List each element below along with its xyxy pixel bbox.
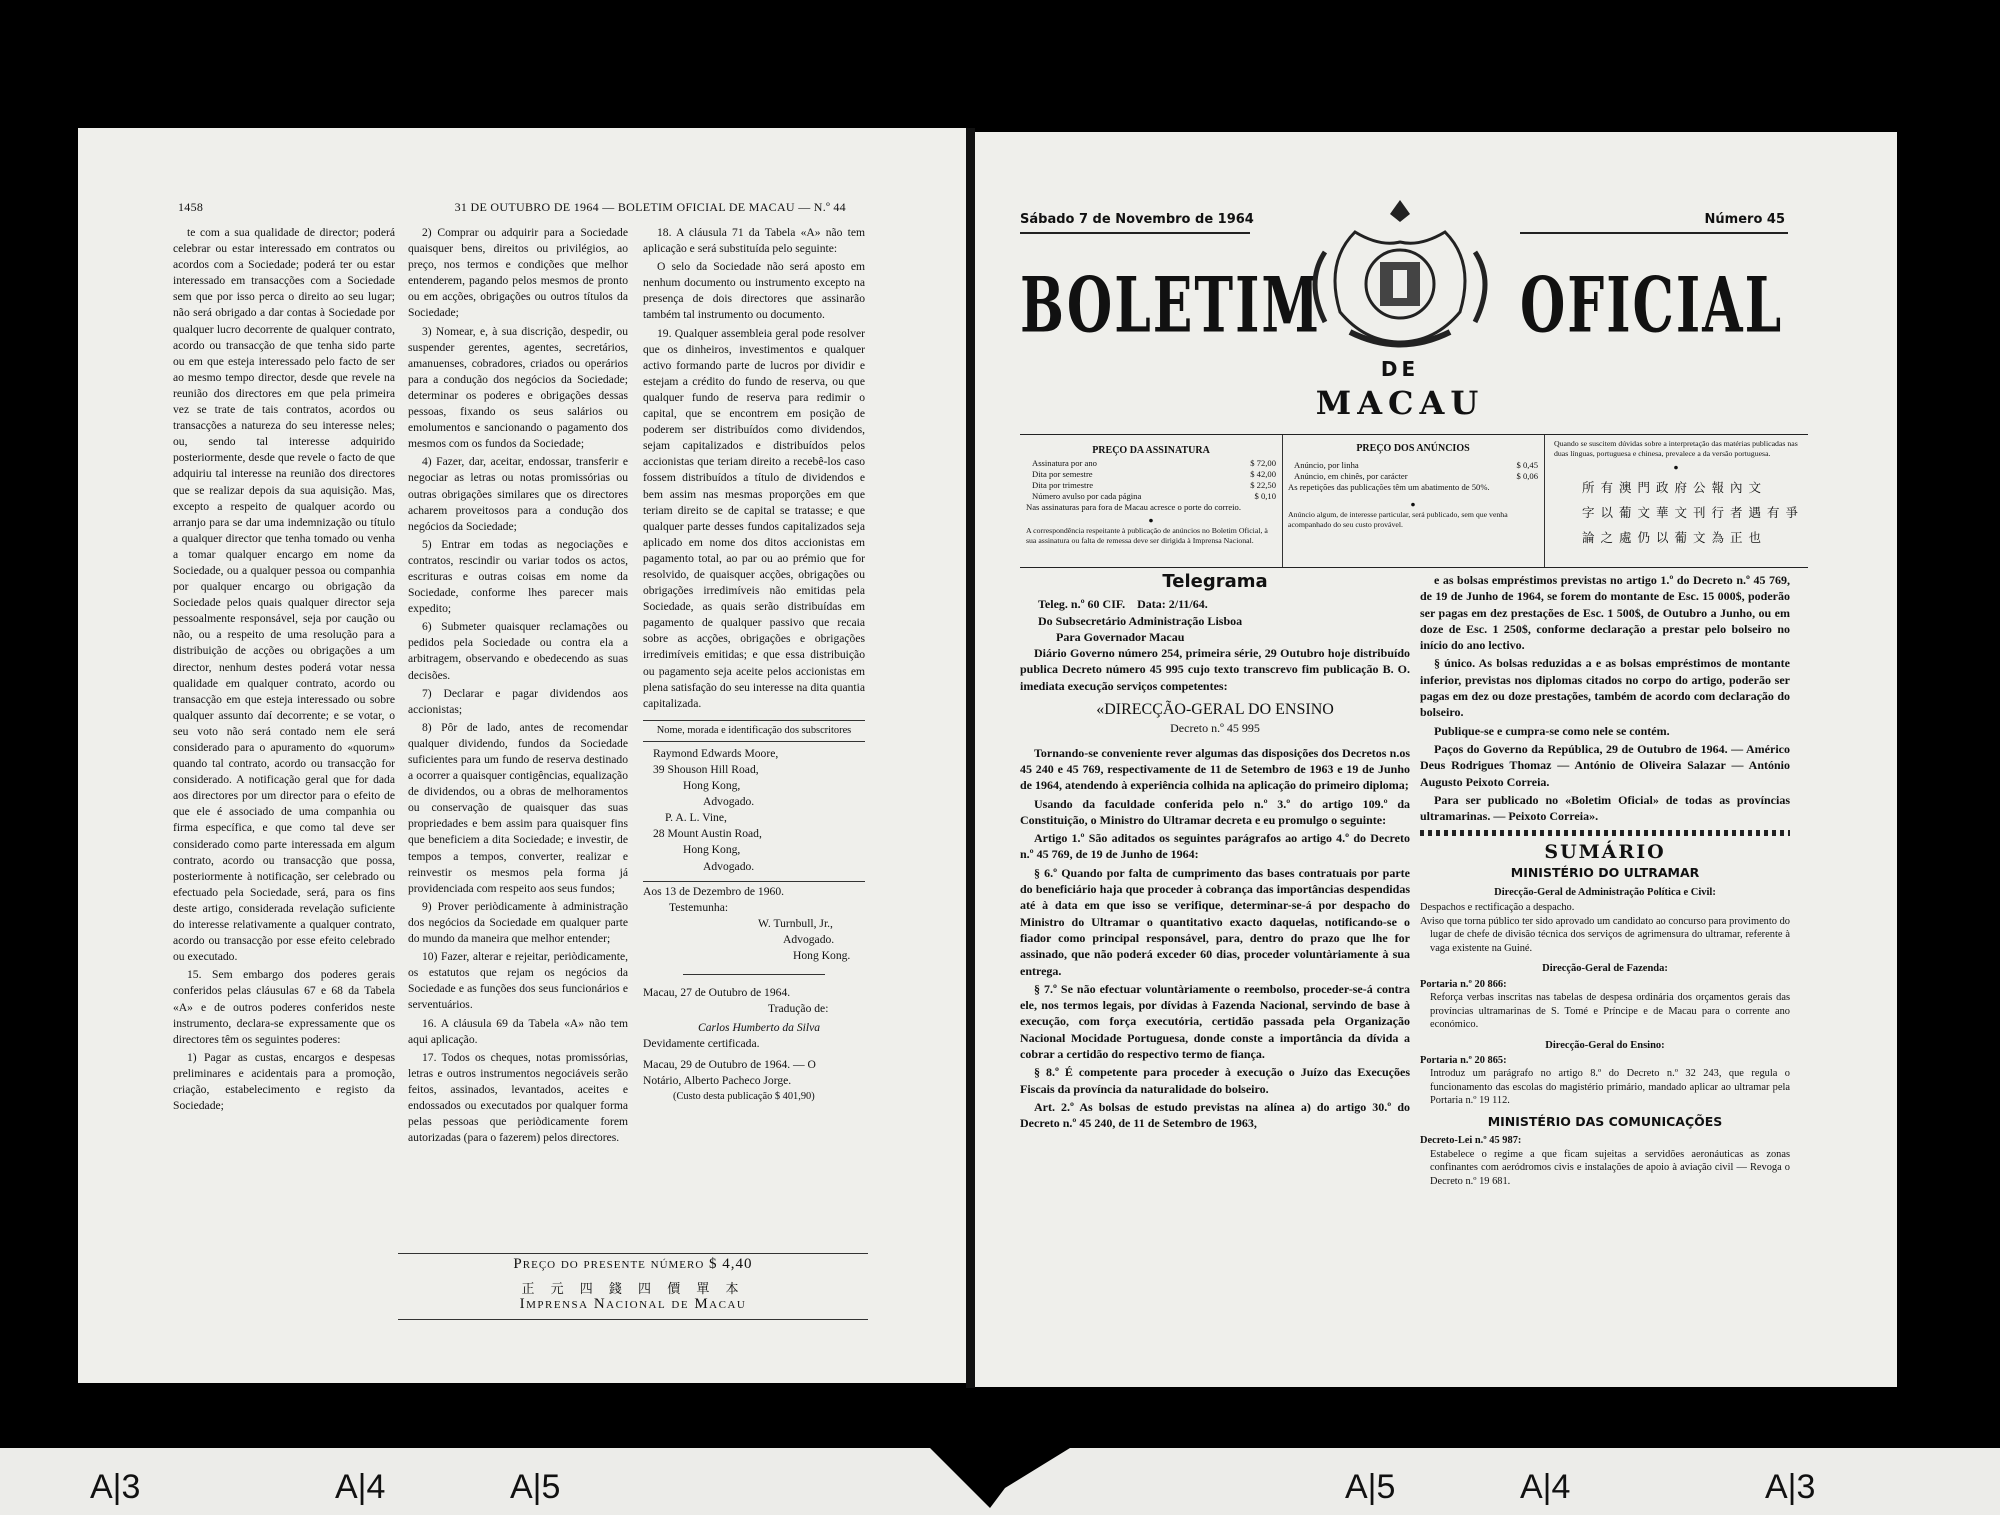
decree-paragraph: Paços do Governo da República, 29 de Outubro de 1964. — Américo Deus Rodrigues Thomaz — António de Oliveira Salazar — António Augusto Peixoto Correia. — [1420, 741, 1790, 789]
paragraph: 18. A cláusula 71 da Tabela «A» não tem aplicação e será substituída pelo seguinte: — [643, 226, 865, 256]
price-line: Preço do presente número $ 4,40 — [513, 1256, 753, 1272]
subscription-header: PREÇO DA ASSINATURA — [1092, 445, 1210, 456]
sumario-dir-3: Direcção-Geral do Ensino: — [1545, 1039, 1665, 1051]
sumario-text: Reforça verbas inscritas nas tabelas de despesa ordinária dos orçamentos gerais das províncias ultramarinas de S. Tomé e Príncipe e de Macau para o corrente ano económico. — [1430, 992, 1790, 1031]
price-value: $ 22,50 — [1250, 480, 1276, 490]
paragraph: 2) Comprar ou adquirir para a Sociedade quaisquer bens, direitos ou privilégios, ao preço, nos termos e condições que melhor entenderem, pagando pelos mesmos de pronto ou em acções, obrigações ou outros títulos da Sociedade; — [408, 226, 628, 320]
chinese-line: 字以葡文華文刊行者遇有爭 — [1582, 505, 1805, 520]
paragraph: 6) Submeter quaisquer reclamações ou pedidos pela Sociedade ou contra ela a arbitragem, observando e obedecendo as suas decisões. — [408, 620, 628, 682]
paragraph: 8) Pôr de lado, antes de recomendar qualquer dividendo, fundos da Sociedade suficientes para um fundo de reserva destinado a ocorrer a quaisquer contigências, equalização de dividendos, ou a obras de melhoramentos ou conservação de quaisquer das suas propriedades e bem assim para quaisquer fins que beneficiem a dita Sociedade; e investir, de tempos a tempos, converter, realizar e reinvestir os mesmos pela forma já providenciada com respeito aos seus fundos; — [408, 720, 628, 895]
subscriber-line: Raymond Edwards Moore, — [653, 746, 779, 760]
sumario-text: Estabelece o regime a que ficam sujeitas a servidões aeronáuticas as zonas confinantes com aeródromos civis e instalações de apoio à aviação civil — Revoga o Decreto n.º 19 681. — [1430, 1148, 1790, 1187]
masthead-oficial: OFICIAL — [1520, 262, 1784, 351]
paragraph: 9) Prover periòdicamente à administração dos negócios da Sociedade em qualquer parte do mundo da maneira que melhor entender; — [408, 899, 628, 946]
frame-label: A|5 — [1345, 1468, 1396, 1506]
subscription-note: Nas assinaturas para fora de Macau acresce o porte do correio. — [1026, 502, 1241, 512]
chinese-line: 論之處仍以葡文為正也 — [1582, 530, 1768, 545]
subscription-row — [1032, 458, 1276, 469]
paragraph: 16. A cláusula 69 da Tabela «A» não tem aqui aplicação. — [408, 1016, 628, 1046]
masthead-macau: MACAU — [1315, 384, 1485, 422]
subscribers-list — [643, 746, 865, 875]
decree-paragraph: Usando da faculdade conferida pelo n.º 3.º do artigo 109.º da Constituição, o Ministro do Ultramar decreta e eu promulgo o seguinte: — [1020, 796, 1410, 827]
language-notice: Quando se suscitem dúvidas sobre a interpretação das matérias publicadas nas duas línguas, portuguesa e chinesa, prevalece a da versão portuguesa. — [1554, 439, 1798, 458]
notary-line-2: Notário, Alberto Pacheco Jorge. — [643, 1073, 792, 1087]
paragraph: O selo da Sociedade não será aposto em nenhum documento ou instrumento excepto na presença de dois directores que assinarão também tal instrumento ou documento. — [643, 260, 865, 322]
right-column-1 — [1020, 572, 1410, 1134]
decree-continuation — [1420, 572, 1790, 824]
subscriber-line: P. A. L. Vine, — [665, 811, 727, 825]
coat-of-arms-icon — [1295, 192, 1505, 352]
bullet: ● — [1410, 499, 1416, 509]
page-number: 1458 — [178, 200, 204, 214]
divider — [1520, 232, 1788, 234]
price-value: $ 42,00 — [1250, 469, 1276, 479]
sumario-text: Introduz um parágrafo no artigo 8.º do Decreto n.º 32 243, que regula o funcionamento das escolas do magistério primário, mandado aplicar ao ultramar pela Portaria n.º 19 112. — [1430, 1068, 1790, 1107]
price-value: $ 0,45 — [1516, 460, 1538, 470]
ministry-ultramar: MINISTÉRIO DO ULTRAMAR — [1510, 864, 1700, 880]
paragraph: 10) Fazer, alterar e rejeitar, periòdicamente, os estatutos que rejam os negócios da Sociedade e as funções dos seus funcionários e serventuários. — [408, 950, 628, 1012]
price-value: $ 72,00 — [1250, 458, 1276, 468]
left-column-3 — [643, 225, 865, 1105]
ads-footer: Anúncio algum, de interesse particular, será publicado, sem que venha acompanhado do seu custo provável. — [1288, 510, 1508, 529]
section-title: «DIRECÇÃO-GERAL DO ENSINO — [1096, 701, 1334, 719]
frame-label: A|5 — [510, 1468, 561, 1506]
subscribers-header: Nome, morada e identificação dos subscritores — [643, 720, 865, 742]
price-label: Número avulso por cada página — [1032, 491, 1142, 501]
decree-paragraph: § 7.º Se não efectuar voluntàriamente o reembolso, proceder-se-á contra ele, nos termos legais, por dívidas à Fazenda Nacional, servindo de base à execução, com força executória, certidão passada pela Organização Nacional Mocidade Portuguesa, donde conste a importância da dívida a cobrar a certidão do respectivo termo de fiança. — [1020, 981, 1410, 1062]
price-label: Dita por semestre — [1032, 469, 1093, 479]
paragraph: 7) Declarar e pagar dividendos aos accionistas; — [408, 686, 628, 716]
divider — [398, 1319, 868, 1320]
decree-paragraph: § 6.º Quando por falta de cumprimento das bases contratuais por parte do beneficiário haja que proceder à cobrança das importâncias despendidas até à data em que isso se verifique, determinar-se-á por despacho do Ministro do Ultramar o quantitativo exacto daquelas, notificando-se o fiador como principal responsável, para, dentro do prazo que lhe for assinado, que não poderá exceder 60 dias, proceder voluntàriamente à sua entrega. — [1020, 865, 1410, 978]
running-head — [178, 200, 846, 215]
sumario-title: SUMÁRIO — [1544, 841, 1666, 864]
ministry-comunicacoes: MINISTÉRIO DAS COMUNICAÇÕES — [1487, 1113, 1723, 1129]
witness-label: Testemunha: — [669, 900, 729, 914]
paragraph: 17. Todos os cheques, notas promissórias, letras e outros instrumentos negociáveis serão feitos, assinados, levantados, aceites e endossados ou executados por qualquer forma pelas pessoas que periòdicamente forem autorizadas (para o fazerem) pelos directores. — [408, 1050, 628, 1145]
bullet: ● — [1148, 515, 1154, 525]
telegram-title: Telegrama — [1162, 571, 1268, 592]
divider — [683, 974, 825, 975]
price-label: Anúncio, por linha — [1294, 460, 1359, 470]
decree-paragraphs — [1020, 745, 1410, 1132]
decree-paragraph: Artigo 1.º São aditados os seguintes parágrafos ao artigo 4.º do Decreto n.º 45 769, de 19 de Junho de 1964: — [1020, 831, 1410, 862]
decree-paragraph: Publique-se e cumpra-se como nele se contém. — [1434, 723, 1670, 738]
witness-line: W. Turnbull, Jr., — [758, 916, 833, 930]
decree-title: Decreto n.º 45 995 — [1170, 721, 1260, 736]
price-label: Anúncio, em chinês, por carácter — [1294, 471, 1408, 481]
subscriber-line: 39 Shouson Hill Road, — [653, 763, 759, 776]
translator-name: Carlos Humberto da Silva — [698, 1021, 821, 1035]
paragraph: 4) Fazer, dar, aceitar, endossar, transferir e negociar as letras ou notas promissórias ou outras obrigações similares que os directores acharem proveitosos para a condução dos negócios da Sociedade; — [408, 455, 628, 533]
running-head-text: 31 DE OUTUBRO DE 1964 — BOLETIM OFICIAL DE MACAU — N.º 44 — [454, 200, 846, 214]
subscription-footer: A correspondência respeitante à publicação de anúncios no Boletim Oficial, à sua assinatura ou falta de remessa deve ser dirigida à Imprensa Nacional. — [1026, 526, 1268, 545]
subscriber-line: 28 Mount Austin Road, — [653, 827, 762, 841]
date-line: Aos 13 de Dezembro de 1960. — [643, 881, 865, 900]
paragraph: 1) Pagar as custas, encargos e despesas preliminares e acidentais para a promoção, criação, estabelecimento e registo da Sociedade; — [173, 1050, 395, 1113]
price-label: Dita por trimestre — [1032, 480, 1094, 490]
bullet: ● — [1673, 462, 1679, 472]
sumario-dir-1: Direcção-Geral de Administração Política e Civil: — [1494, 887, 1716, 899]
ads-rows — [1282, 454, 1544, 482]
subscriber-line: Advogado. — [703, 859, 755, 873]
subscription-row — [1032, 469, 1276, 480]
issue-number: Número 45 — [1704, 212, 1785, 227]
sumario-text: Aviso que torna público ter sido aprovado um candidato ao concurso para provimento do lugar de chefe de divisão técnica dos serviços de agrimensura do ultramar, referente à vaga existente na Guiné. — [1420, 915, 1790, 954]
price-chinese: 正 元 四 錢 四 價 單 本 — [521, 1282, 745, 1297]
gutter — [966, 128, 975, 1388]
macau-date: Macau, 27 de Outubro de 1964. — [643, 986, 791, 1000]
frame-label: A|4 — [1520, 1468, 1571, 1506]
film-strip — [0, 1448, 2000, 1515]
ads-box — [1282, 435, 1545, 567]
masthead-de: DE — [1380, 357, 1420, 381]
left-page — [78, 128, 966, 1383]
translation-label: Tradução de: — [768, 1002, 829, 1016]
subscription-row — [1032, 480, 1276, 491]
issue-date: Sábado 7 de Novembro de 1964 — [1020, 212, 1254, 227]
subscriber-line: Advogado. — [703, 795, 755, 809]
sumario-portaria: Portaria n.º 20 865: — [1420, 1054, 1507, 1066]
subscription-box — [1020, 435, 1283, 567]
subscription-rows — [1020, 456, 1282, 502]
chinese-notice — [1544, 475, 1808, 550]
price-label: Assinatura por ano — [1032, 458, 1097, 468]
decree-paragraph: Art. 2.º As bolsas de estudo previstas na alínea a) do artigo 30.º do Decreto n.º 45 240, de 11 de Setembro de 1963, — [1020, 1099, 1410, 1131]
divider — [1020, 232, 1250, 234]
sumario-text: Despachos e rectificação a despacho. — [1420, 902, 1575, 914]
subscriber-line: Hong Kong, — [683, 843, 741, 857]
witness-line: Advogado. — [783, 932, 835, 946]
paragraph: 3) Nomear, e, à sua discrição, despedir, ou suspender gerentes, agentes, secretários, amanuenses, cobradores, criados ou operários para a condução dos negócios da Sociedade; determinar os poderes e obrigações dessas pessoas, fixando os seus salários ou emolumentos e sancionando o pagamento dos mesmos com os fundos da Sociedade; — [408, 324, 628, 451]
left-column-2 — [408, 225, 628, 1148]
price-box — [1020, 434, 1808, 568]
left-column-1 — [173, 225, 395, 1116]
frame-label: A|4 — [335, 1468, 386, 1506]
right-column-2 — [1420, 572, 1790, 1188]
subscription-row — [1032, 491, 1276, 502]
notary-line-1: Macau, 29 de Outubro de 1964. — O — [643, 1057, 816, 1071]
paragraph: 5) Entrar em todas as negociações e contratos, rescindir ou variar todos os actos, escrituras e outras coisas em nome da Sociedade, conforme lhes parecer mais expedito; — [408, 537, 628, 616]
decree-paragraph: Tornando-se conveniente rever algumas das disposições dos Decretos n.os 45 240 e 45 769, respectivamente de 11 de Setembro de 1963 e 19 de Junho de 1964, atendendo à experiência colhida na aplicação do primeiro diploma; — [1020, 745, 1410, 793]
language-notice-box — [1544, 435, 1808, 567]
paragraph: 19. Qualquer assembleia geral pode resolver que os dinheiros, investimentos e qualquer activo formando parte de lucros por dividir e estejam a crédito do fundo de reserva, ou que qualquer fundo de reserva para redimir o capital, que se encontrem em posição de poderem ser distribuídos como dividendos, sejam capitalizados e distribuídos pelos accionistas que teriam direito a recebê-los caso fossem distribuídos a título de dividendos e bem assim nas mesmas proporções em que teriam direito se de capital se tratasse; e que qualquer parte desses fundos capitalizados seja aplicado em nome dos ditos accionistas em pagamento total, ao par ou ao prémio que for resolvido, de quaisquer acções, obrigações ou obrigações irredimíveis não emitidas pela Sociedade, as quais serão distribuídas em pagamento de qualquer passivo que recaia sobre as acções, obrigações e obrigações irredimíveis emitidas; e que essa distribuição ou pagamento seja aceite pelos accionistas em plena satisfação do seu interesse na dita quantia capitalizada. — [643, 326, 865, 710]
ornamental-divider — [1420, 830, 1790, 836]
decree-paragraph: § único. As bolsas reduzidas a e as bolsas empréstimos de montante inferior, previstas nos diplomas citados no corpo do artigo, poderão ser pagas em dez ou doze prestações, também de acordo com declaração do bolseiro. — [1420, 656, 1790, 720]
telegram-to: Para Governador Macau — [1056, 629, 1185, 644]
sumario-portaria: Portaria n.º 20 866: — [1420, 978, 1507, 990]
subscriber-line: Hong Kong, — [683, 779, 741, 793]
sumario-dir-2: Direcção-Geral de Fazenda: — [1542, 963, 1668, 975]
notch-icon — [930, 1448, 1070, 1515]
price-value: $ 0,06 — [1516, 471, 1538, 481]
decree-paragraph: Para ser publicado no «Boletim Oficial» de todas as províncias ultramarinas. — Peixoto Correia». — [1420, 792, 1790, 824]
sumario-decree: Decreto-Lei n.º 45 987: — [1420, 1135, 1522, 1147]
frame-label: A|3 — [1765, 1468, 1816, 1506]
telegram-ref: Teleg. n.º 60 CIF. Data: 2/11/64. — [1038, 597, 1208, 612]
chinese-line: 所有澳門政府公報內文 — [1582, 480, 1768, 495]
telegram-body: Diário Governo número 254, primeira série, 29 Outubro hoje distribuído publica Decreto número 45 995 cujo texto transcrevo fim publicação B. O. imediata execução serviços competentes: — [1020, 646, 1410, 693]
ads-row — [1294, 471, 1538, 482]
decree-paragraph: e as bolsas empréstimos previstas no artigo 1.º do Decreto n.º 45 769, de 19 de Junho de 1964, se forem do montante de Esc. 15 000$, poderão ser pagas em dez prestações de Esc. 1 500$, de Outubro a Junho, ou em doze de Esc. 1 250$, conforme declaração a prestar pelo bolseiro no início do ano lectivo. — [1420, 573, 1790, 653]
imprensa-nacional: Imprensa Nacional de Macau — [519, 1296, 747, 1312]
price-value: $ 0,10 — [1254, 491, 1276, 501]
telegram-from: Do Subsecretário Administração Lisboa — [1038, 613, 1243, 628]
paragraph: te com a sua qualidade de director; poderá celebrar ou estar interessado em contratos ou acordos com a Sociedade; poderá ter ou estar interessado em transacções com a Sociedade sem que por isso perca o direito ao seu lugar; não será obrigado a dar contas à Sociedade por qualquer lucro decorrente de qualquer contrato, acordo ou transacção de que tenha sido parte ou em que esteja interessado pelo facto de ser ao mesmo tempo director, desde que revele na reunião dos directores em que pela primeira vez se trate de tais contratos, acordos ou transacções a natureza do seu interesse neles; ou, sendo tal interesse adquirido posteriormente, desde que revele o facto de que adquiriu tal interesse na reunião dos directores que se realizar depois da sua aquisição. Mas, excepto a respeito de qualquer acordo ou arranjo para se dar uma indemnização ou título a qualquer director que tenha tomado ou venha a tomar qualquer encargo em nome da Sociedade, ou a qualquer pessoa ou companhia por qualquer encargo ou obrigação da Sociedade pelos quais qualquer director seja pessoalmente responsável, seja por caução ou não, ou a respeito de uma resolução para a distribuição de acções ou obrigações a um director, nenhum destes poderá votar nessa qualidade em qualquer contrato, acordo ou transacção em que esteja interessado ou sobre qualquer assunto daí decorrente; e se votar, o seu voto não será contado nem ele será considerado para o apuramento do «quorum» quando tal contrato, acordo ou transacção for considerado. A notificação geral que for dada aos directores por um director para o efeito de que ele é associado de uma companhia ou firma específica, e que como tal deve ser considerado como parte interessada em algum contrato, acordo ou transacção que possa, posteriormente à notificação, ser celebrado ou efectuado pela Sociedade, será, para os fins deste artigo, considerada revelação suficiente do interesse relativamente a qualquer contrato, acordo ou transacção por esse efeito celebrado ou executado. — [173, 226, 395, 964]
ads-header: PREÇO DOS ANÚNCIOS — [1356, 443, 1470, 454]
right-page — [975, 132, 1897, 1387]
certified-note: Devidamente certificada. — [643, 1037, 760, 1051]
ads-note: As repetições das publicações têm um abatimento de 50%. — [1288, 482, 1490, 492]
witness-line: Hong Kong. — [793, 949, 851, 963]
masthead-boletim: BOLETIM — [1020, 262, 1321, 351]
ads-row — [1294, 460, 1538, 471]
frame-label: A|3 — [90, 1468, 141, 1506]
paragraph: 15. Sem embargo dos poderes gerais conferidos pelas cláusulas 67 e 68 da Tabela «A» e de outros poderes conferidos neste instrumento, declara-se expressamente que os directores têm os seguintes poderes: — [173, 968, 395, 1046]
divider — [398, 1253, 868, 1254]
decree-paragraph: § 8.º É competente para proceder à execução o Juízo das Execuções Fiscais da província da naturalidade do bolseiro. — [1020, 1065, 1410, 1096]
cost-note: (Custo desta publicação $ 401,90) — [673, 1090, 815, 1102]
